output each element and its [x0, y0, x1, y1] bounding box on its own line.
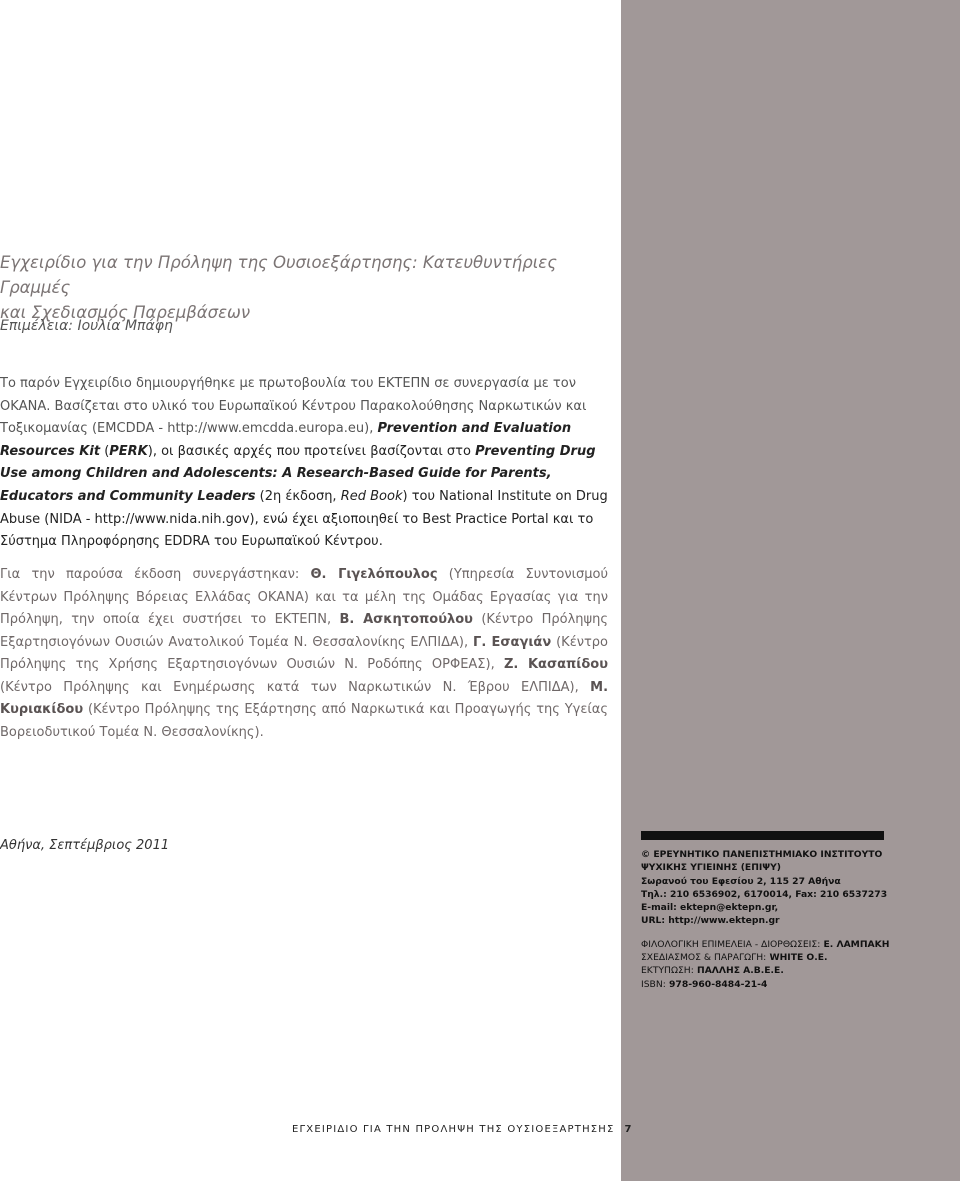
- contributors-paragraph: [0, 564, 608, 744]
- imprint-design-label: ΣΧΕΔΙΑΣΜΟΣ & ΠΑΡΑΓΩΓΗ:: [641, 952, 767, 964]
- imprint-isbn-value: 978-960-8484-21-4: [669, 978, 768, 990]
- editor-credit: Επιμέλεια: Ιουλία Μπάφη: [0, 318, 173, 334]
- place-date: Αθήνα, Σεπτέμβριος 2011: [0, 838, 170, 853]
- contrib-text-6: (Κέντρο Πρόληψης της Εξάρτησης από Ναρκωτικά και Προαγωγής της Υγείας Βορειοδυτικού Τομέα Ν. Θεσσαλονίκης).: [0, 702, 608, 740]
- contrib-text-5: (Κέντρο Πρόληψης και Ενημέρωσης κατά των Ναρκωτικών Ν. Έβρου ΕΛΠΙΔΑ),: [0, 679, 579, 695]
- imprint-gap: [641, 928, 911, 938]
- imprint-editing-label: ΦΙΛΟΛΟΓΙΚΗ ΕΠΙΜΕΛΕΙΑ - ΔΙΟΡΘΩΣΕΙΣ:: [641, 938, 821, 950]
- document-title: [0, 250, 610, 325]
- intro-s1: (: [104, 443, 110, 459]
- imprint-address: Σωρανού του Εφεσίου 2, 115 27 Αθήνα: [641, 875, 841, 887]
- imprint-url: URL: http://www.ektepn.gr: [641, 915, 780, 927]
- contributor-name: Ζ. Κασαπίδου: [503, 657, 608, 672]
- contrib-text-2: (Υπηρεσία Συντονισμού Κέντρων Πρόληψης Βόρειας Ελλάδας ΟΚΑΝΑ) και τα μέλη της Ομάδας Εργασίας για την Πρόληψη, την οποία έχει συστήσει το ΕΚΤΕΠΝ,: [0, 567, 608, 627]
- imprint-design-value: WHITE Ο.Ε.: [769, 952, 828, 964]
- intro-lead: Το παρόν Εγχειρίδιο δημιουργήθηκε με πρωτοβουλία του ΕΚΤΕΠΝ σε συνεργασία με τον ΟΚΑΝΑ. Βασίζεται στο υλικό του Ευρωπαϊκού Κέντρου Παρακολούθησης Ναρκωτικών και Τοξικομανίας (EMCDDA - http://www.emcdda.europa.eu),: [0, 376, 587, 437]
- running-title: ΕΓΧΕΙΡΙΔΙΟ ΓΙΑ ΤΗΝ ΠΡΟΛΗΨΗ ΤΗΣ ΟΥΣΙΟΕΞΑΡΤΗΣΗΣ: [292, 1124, 615, 1135]
- page-number: 7: [624, 1124, 633, 1135]
- contributor-name: Μ. Κυριακίδου: [0, 679, 609, 717]
- contributor-name: Γ. Εσαγιάν: [473, 634, 552, 650]
- imprint-design: [641, 951, 911, 964]
- imprint-org-line-2: ΨΥΧΙΚΗΣ ΥΓΙΕΙΝΗΣ (ΕΠΙΨΥ): [641, 862, 781, 874]
- imprint-rule: [641, 831, 884, 840]
- grey-sidebar: [621, 0, 960, 1181]
- imprint-isbn-label: ISBN:: [641, 978, 666, 990]
- intro-s3: (2η έκδοση,: [259, 488, 337, 504]
- intro-s4: ) του National Institute on Drug Abuse (NIDA - http://www.nida.nih.gov), ενώ έχει αξιοποιηθεί το Best Practice Portal και το Σύστημα Πληροφόρησης EDDRA του Ευρωπαϊκού Κέντρου.: [0, 488, 608, 550]
- title-line-2: και Σχεδιασμός Παρεμβάσεων: [0, 303, 251, 322]
- imprint-isbn: [641, 978, 911, 991]
- imprint-printing: [641, 964, 911, 977]
- contributor-name: Β. Ασκητοπούλου: [339, 612, 473, 627]
- contributor-name: Θ. Γιγελόπουλος: [310, 567, 438, 582]
- imprint-block: [641, 848, 911, 991]
- imprint-printing-label: ΕΚΤΥΠΩΣΗ:: [641, 965, 694, 977]
- contrib-text-1: Για την παρούσα έκδοση συνεργάστηκαν:: [0, 567, 300, 582]
- imprint-org-line-1: © ΕΡΕΥΝΗΤΙΚΟ ΠΑΝΕΠΙΣΤΗΜΙΑΚΟ ΙΝΣΤΙΤΟΥΤΟ: [641, 849, 883, 860]
- imprint-printing-value: ΠΑΛΛΗΣ Α.Β.Ε.Ε.: [697, 965, 784, 977]
- contrib-text-4: (Κέντρο Πρόληψης της Χρήσης Εξαρτησιογόνων Ουσιών Ν. Ροδόπης ΟΡΦΕΑΣ),: [0, 634, 609, 672]
- imprint-editing-value: Ε. ΛΑΜΠΑΚΗ: [823, 938, 890, 950]
- title-line-1: Εγχειρίδιο για την Πρόληψη της Ουσιοεξάρτησης: Κατευθυντήριες Γραμμές: [0, 253, 557, 297]
- imprint-phone: Τηλ.: 210 6536902, 6170014, Fax: 210 6537273: [641, 888, 888, 900]
- red-book: Red Book: [340, 488, 403, 504]
- perk-kit-title: Prevention and Evaluation Resources Kit: [0, 421, 572, 459]
- imprint-email: E-mail: ektepn@ektepn.gr,: [641, 902, 779, 914]
- intro-s2: ), οι βασικές αρχές που προτείνει βασίζονται στο: [147, 443, 471, 459]
- page-footer: [292, 1124, 633, 1135]
- contrib-text-3: (Κέντρο Πρόληψης Εξαρτησιογόνων Ουσιών Ανατολικού Τομέα Ν. Θεσσαλονίκης ΕΛΠΙΔΑ),: [0, 612, 608, 650]
- perk-acronym: PERK: [109, 443, 148, 459]
- intro-paragraph: [0, 373, 610, 554]
- nida-guide-title: Preventing Drug Use among Children and Adolescents: A Research-Based Guide for Parents, Educators and Community Leaders: [0, 443, 596, 504]
- imprint-editing: [641, 938, 911, 951]
